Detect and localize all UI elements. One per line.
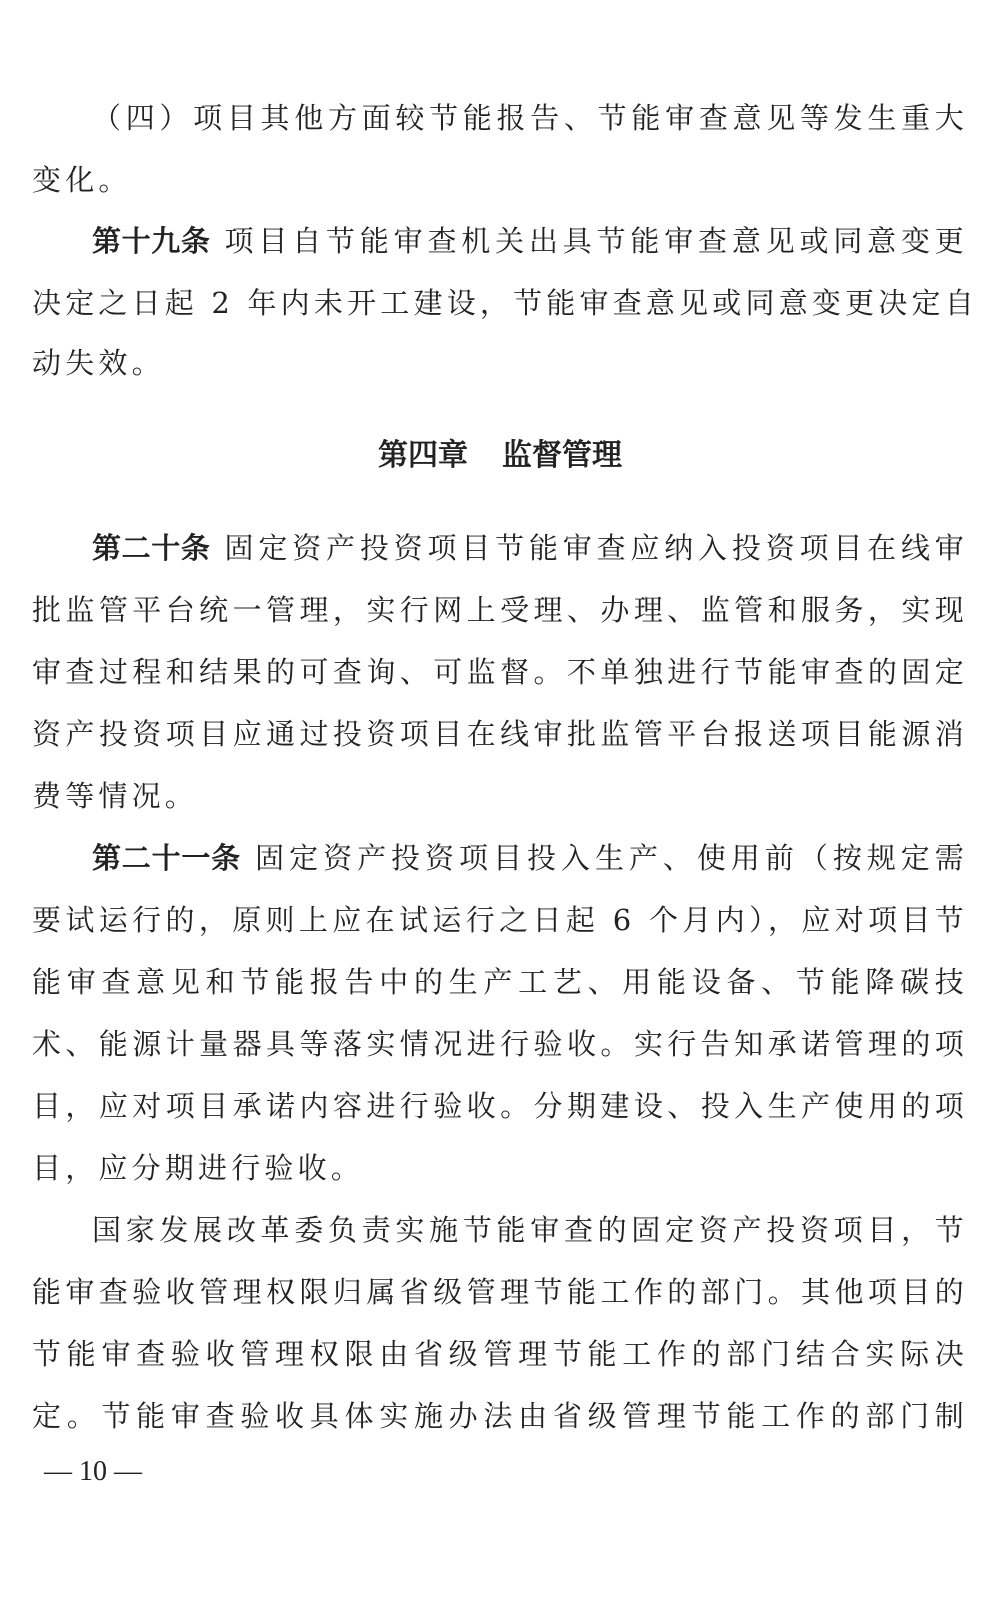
article-21: [92, 838, 968, 878]
paragraph-line: 变化。: [32, 163, 132, 197]
paragraph-line: 要试运行的，原则上应在试运行之日起 6 个月内），应对项目节: [32, 903, 968, 937]
chapter-title: [0, 436, 1000, 476]
paragraph-line: 能审查意见和节能报告中的生产工艺、用能设备、节能降碳技: [32, 965, 968, 999]
article-19: [92, 221, 968, 261]
paragraph-line: 定。节能审查验收具体实施办法由省级管理节能工作的部门制: [32, 1399, 968, 1433]
article-text: 固定资产投资项目投入生产、使用前（按规定需: [255, 841, 968, 875]
chapter-name: 监督管理: [502, 438, 622, 473]
article-text: 项目自节能审查机关出具节能审查意见或同意变更: [224, 224, 968, 258]
article-heading: 第二十条: [92, 531, 211, 565]
paragraph-line: 目，应分期进行验收。: [32, 1151, 365, 1185]
paragraph-line: 节能审查验收管理权限由省级管理节能工作的部门结合实际决: [32, 1337, 968, 1371]
paragraph-line: 术、能源计量器具等落实情况进行验收。实行告知承诺管理的项: [32, 1027, 968, 1061]
paragraph-line: 资产投资项目应通过投资项目在线审批监管平台报送项目能源消: [32, 717, 968, 751]
article-text: 固定资产投资项目节能审查应纳入投资项目在线审: [224, 531, 968, 565]
article-20: [92, 528, 968, 568]
paragraph-line: 目，应对项目承诺内容进行验收。分期建设、投入生产使用的项: [32, 1089, 968, 1123]
paragraph-line: 批监管平台统一管理，实行网上受理、办理、监管和服务，实现: [32, 593, 968, 627]
article-heading: 第十九条: [92, 224, 211, 258]
paragraph-line: 费等情况。: [32, 779, 199, 813]
paragraph-line: 动失效。: [32, 346, 165, 380]
chapter-number: 第四章: [378, 438, 468, 473]
article-heading: 第二十一条: [92, 841, 241, 875]
paragraph-line: （四）项目其他方面较节能报告、节能审查意见等发生重大: [92, 101, 968, 135]
paragraph-line: 审查过程和结果的可查询、可监督。不单独进行节能审查的固定: [32, 655, 968, 689]
page-number: — 10 —: [44, 1456, 142, 1487]
paragraph-line: 决定之日起 2 年内未开工建设，节能审查意见或同意变更决定自: [32, 286, 978, 320]
paragraph-line: 能审查验收管理权限归属省级管理节能工作的部门。其他项目的: [32, 1275, 968, 1309]
paragraph-line: 国家发展改革委负责实施节能审查的固定资产投资项目，节: [92, 1213, 968, 1247]
